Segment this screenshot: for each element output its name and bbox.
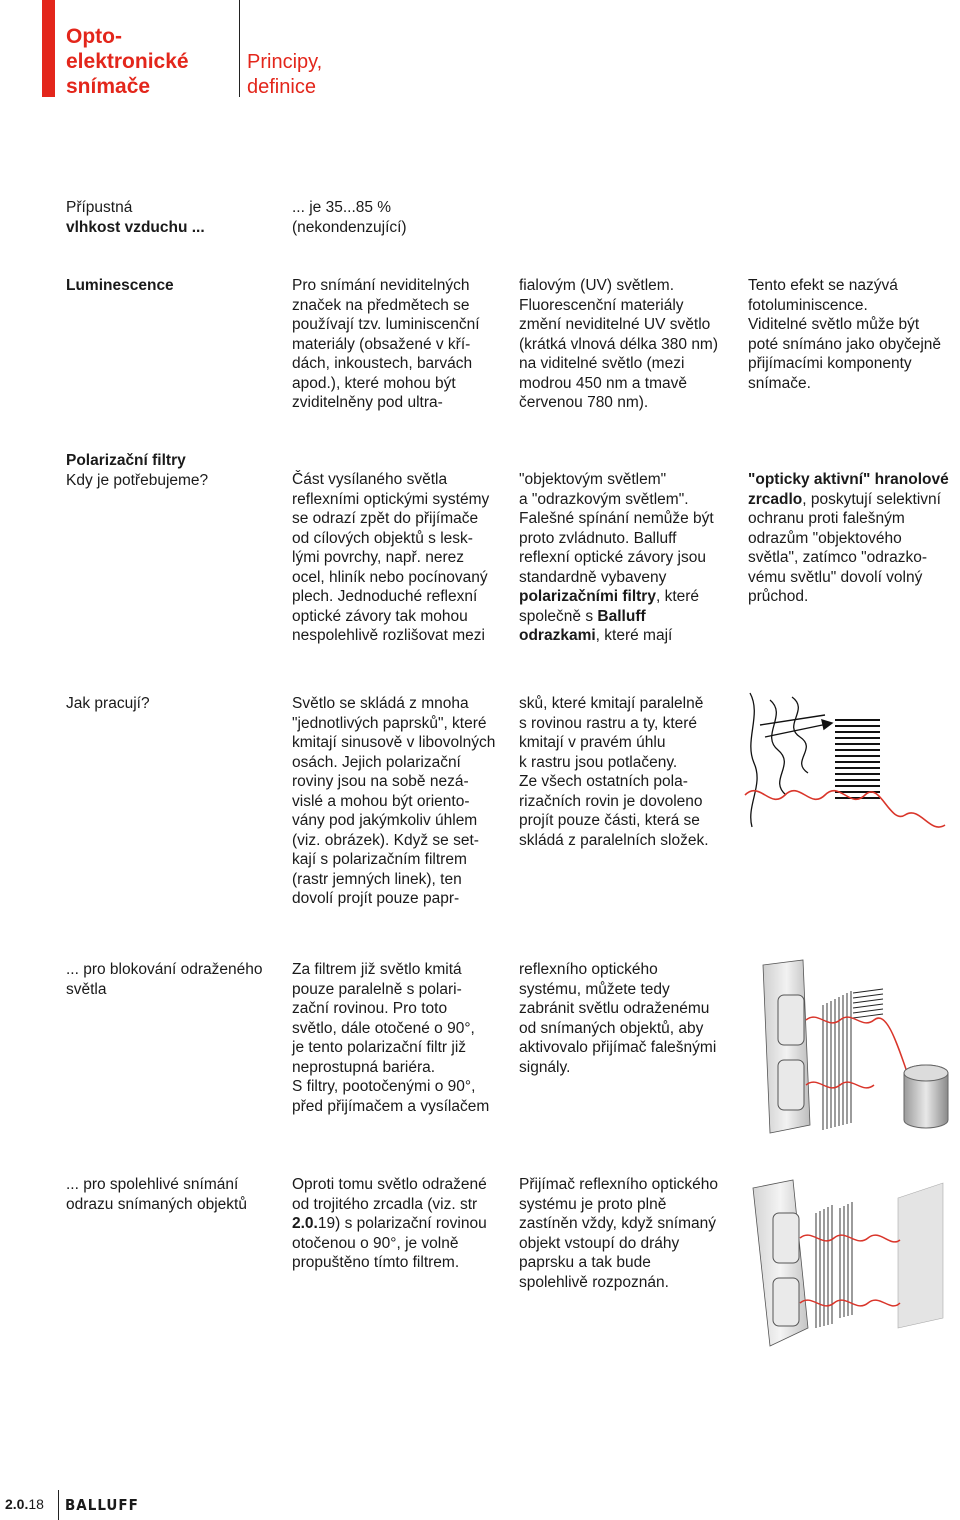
polarization-col3: "opticky aktivní" hranolové zrcadlo, poskytují selektivní ochranu proti falešným odrazům "objektového světla", zatímco "odrazko- vému světlu" dovolí volný průchod. (748, 471, 949, 605)
humidity-label: Přípustná vlhkost vzduchu ... (66, 199, 205, 236)
polarization-col1: Část vysílaného světla reflexními optickými systémy se odrazí zpět do přijímače od cílových objektů s lesk- lými povrchy, např. nerez ocel, hliník nebo pocínovaný plech. Jednoduché reflexní optické závory tak mohou nespolehlivě rozlišovat mezi (292, 471, 490, 644)
reliable-col1: Oproti tomu světlo odražené od trojitého zrcadla (viz. str 2.0.19) s polarizační rovinou otočenou o 90°, je volně propuštěno tímto filtrem. (292, 1176, 487, 1271)
luminescence-col3: Tento efekt se nazývá fotoluminiscence. Viditelné světlo může být poté snímáno jako obyčejně přijímacími komponenty snímače. (748, 277, 942, 392)
reliable-label: ... pro spolehlivé snímání odrazu snímaných objektů (66, 1176, 247, 1213)
how-col2: sků, které kmitají paralelně s rovinou rastru a ty, které kmitají v pravém úhlu k rastru jsou potlačeny. Ze všech ostatních pola- rizačních rovin je dovoleno projít pouze části, která se skládá z paralelních složek. (519, 695, 709, 849)
polarization-wave-illustration (740, 685, 955, 885)
brand-logo: BALLUFF (65, 1496, 139, 1514)
footer-divider (58, 1490, 59, 1520)
blocking-col1: Za filtrem již světlo kmitá pouze paralelně s polari- zační rovinou. Pro toto světlo, dále otočené o 90°, je tento polarizační filtr již neprostupná bariéra. S filtry, pootočenými o 90°, před přijímačem a vysílačem (292, 961, 490, 1115)
header-divider (239, 0, 240, 97)
blocking-label: ... pro blokování odraženého světla (66, 961, 263, 998)
humidity-value: ... je 35...85 % (nekondenzující) (292, 199, 407, 236)
page-title: Opto- elektronické snímače (66, 25, 189, 98)
reliable-col2: Přijímač reflexního optického systému je proto plně zastíněn vždy, když snímaný objekt vstoupí do dráhy paprsku a tak bude spolehlivě rozpoznán. (519, 1176, 719, 1291)
polarization-col2: "objektovým světlem" a "odrazkovým světlem". Falešné spínání nemůže být proto zvládnuto. Balluff reflexní optické závory jsou standardně vybaveny polarizačními filtry, které společně s Balluff odrazkami, které mají (519, 471, 714, 644)
luminescence-col1: Pro snímání neviditelných značek na předmětech se používají tzv. luminiscenční materiály (obsažené v kří- dách, inkoustech, barvách apod.), které mohou být zviditelněny pod ultra- (292, 277, 480, 411)
page-number: 2.0.18 (5, 1496, 44, 1512)
accent-bar (42, 0, 55, 97)
blocking-col2: reflexního optického systému, můžete tedy zabránit světlu odraženému od snímaných objektů, aby aktivovalo přijímač falešnými signály. (519, 961, 717, 1076)
how-label: Jak pracují? (66, 695, 150, 712)
page-subtitle: Principy, definice (247, 51, 323, 98)
blocking-sensor-illustration (748, 955, 953, 1140)
reflector-sensor-illustration (748, 1168, 948, 1353)
luminescence-label: Luminescence (66, 277, 174, 294)
how-col1: Světlo se skládá z mnoha "jednotlivých paprsků", které kmitají sinusově v libovolných osách. Jejich polarizační roviny jsou na sobě nezá- vislé a mohou být oriento- vány pod jakýmkoliv úhlem (viz. obrázek). Když se set- kají s polarizačním filtrem (rastr jemných linek), ten dovolí projít pouze papr- (292, 695, 496, 907)
luminescence-col2: fialovým (UV) světlem. Fluorescenční materiály změní neviditelné UV světlo (krátká vlnová délka 380 nm) na viditelné světlo (mezi modrou 450 nm a tmavě červenou 780 nm). (519, 277, 719, 411)
polarization-label: Polarizační filtry Kdy je potřebujeme? (66, 452, 209, 489)
